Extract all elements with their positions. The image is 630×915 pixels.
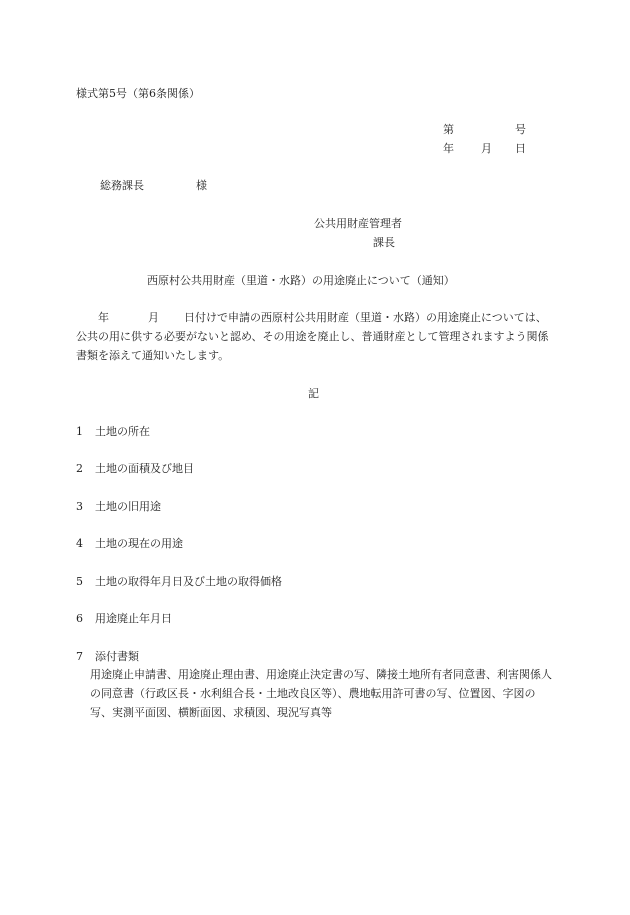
item-number: 1 [76,425,83,438]
ki-heading: 記 [308,387,319,400]
item-text: 用途廃止年月日 [95,612,172,625]
doc-number-gou: 号 [515,123,526,136]
sender-line1: 公共用財産管理者 [314,217,402,230]
item-number: 5 [76,575,83,588]
item-text: 土地の取得年月日及び土地の取得価格 [95,575,282,588]
addressee-title: 総務課長 [100,179,144,192]
attachments-list: 用途廃止申請書、用途廃止理由書、用途廃止決定書の写、隣接土地所有者同意書、利害関係人の同意書（行政区長・水利組合長・土地改良区等）、農地転用許可書の写、位置図、字図の写、実測平面図、横断面図、求積図、現況写真等 [90,668,552,719]
item-number: 7 [76,650,83,663]
date-year: 年 [443,142,454,155]
item-number: 2 [76,462,83,475]
form-id: 様式第5号（第6条関係） [76,87,200,100]
addressee-honorific: 様 [196,179,207,192]
sender-line2: 課長 [373,236,395,249]
subject-title: 西原村公共用財産（里道・水路）の用途廃止について（通知） [147,274,455,287]
body-text: 公共の用に供する必要がないと認め、その用途を廃止し、普通財産として管理されますよう関係書類を添えて通知いたします。 [76,330,549,362]
body-lead: 日付けで申請の西原村公共用財産（里道・水路）の用途廃止については、 [184,311,547,324]
body-year: 年 [98,311,109,324]
item-text: 土地の旧用途 [95,500,161,513]
item-text: 添付書類 [95,650,139,663]
item-text: 土地の現在の用途 [95,537,183,550]
date-month: 月 [481,142,492,155]
item-number: 4 [76,537,83,550]
date-day: 日 [515,142,526,155]
body-month: 月 [148,311,159,324]
doc-number-dai: 第 [443,123,454,136]
item-number: 3 [76,500,83,513]
item-text: 土地の所在 [95,425,150,438]
item-text: 土地の面積及び地目 [95,462,194,475]
item-number: 6 [76,612,83,625]
